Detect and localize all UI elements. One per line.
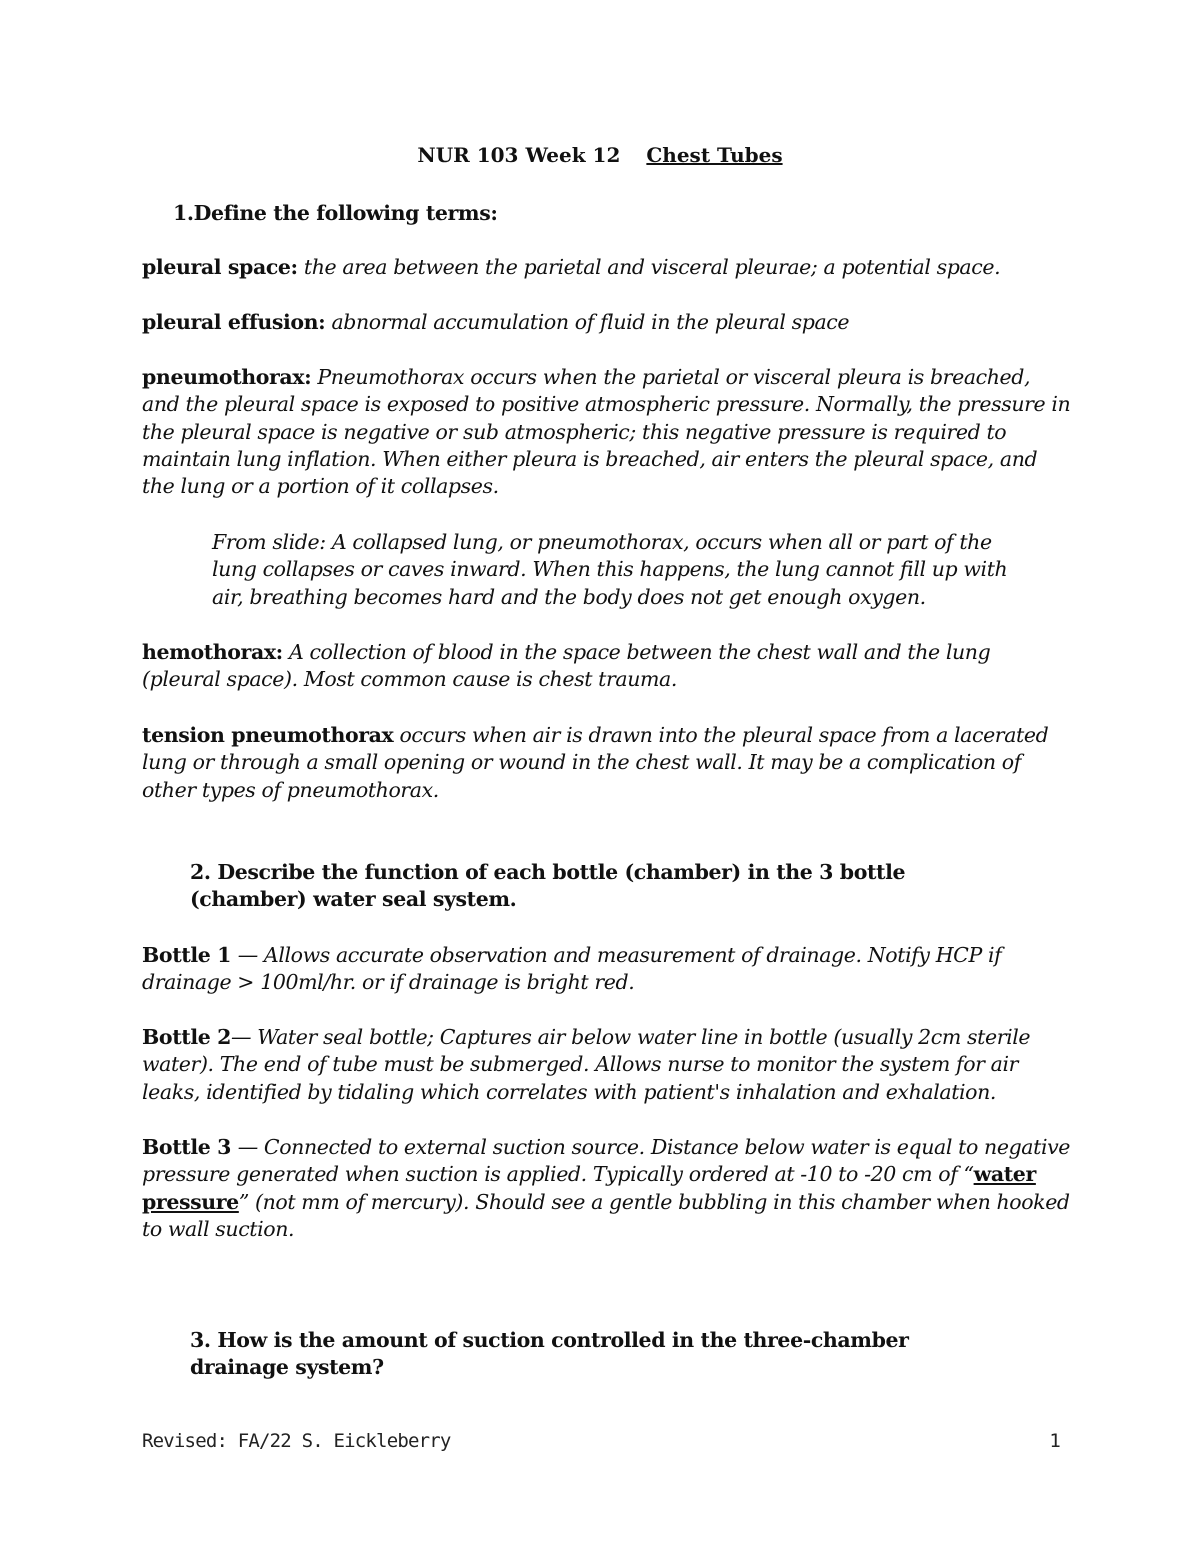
bottle-3: [142, 1134, 1072, 1243]
revision-note: Revised: FA/22 S. Eickleberry: [142, 1430, 451, 1452]
term-definition: the area between the parietal and visceral pleurae; a potential space.: [297, 255, 1001, 279]
bottle-1: [142, 942, 1072, 997]
term-tension-pneumothorax: [142, 722, 1072, 804]
term-definition: Pneumothorax occurs when the parietal or visceral pleura is breached, and the pleural space is exposed to positive atmospheric pressure. Normally, the pressure in the pleural space is negative or sub atmospheric; this negative pressure is required to maintain lung inflation. When either pleura is breached, air enters the pleural space, and the lung or a portion of it collapses.: [142, 365, 1071, 499]
question-2-heading: 2. Describe the function of each bottle (chamber) in the 3 bottle (chamber) water seal system.: [190, 860, 906, 912]
page-title: [0, 143, 1200, 167]
bottle-label: Bottle 3: [142, 1135, 238, 1159]
course-title: NUR 103 Week 12: [417, 143, 621, 167]
bottle-description: — Allows accurate observation and measurement of drainage. Notify HCP if drainage > 100ml/hr. or if drainage is bright red.: [142, 943, 1002, 995]
page-number: 1: [1049, 1430, 1060, 1452]
term-pleural-space: [142, 254, 1072, 281]
bottle-2: [142, 1024, 1072, 1106]
term-label: tension pneumothorax: [142, 723, 394, 747]
question-3-heading: 3. How is the amount of suction controlled in the three-chamber drainage system?: [190, 1328, 909, 1380]
term-hemothorax: [142, 639, 1072, 694]
slide-note: From slide: A collapsed lung, or pneumothorax, occurs when all or part of the lung collapses or caves inward. When this happens, the lung cannot fill up with air, breathing becomes hard and the body does not get enough oxygen.: [212, 530, 1008, 609]
bottle-emphasis: water pressure: [142, 1162, 1036, 1214]
term-label: pneumothorax:: [142, 365, 312, 389]
bottle-description: — Connected to external suction source. Distance below water is equal to negative pressure generated when suction is applied. Typically ordered at -10 to -20 cm of “: [142, 1135, 1071, 1187]
bottle-description-end: ” (not mm of mercury). Should see a gentle bubbling in this chamber when hooked to wall suction.: [142, 1189, 1070, 1241]
term-label: pleural space:: [142, 255, 298, 279]
term-pleural-effusion: [142, 309, 1072, 336]
bottle-label: Bottle 1: [142, 943, 238, 967]
term-label: hemothorax:: [142, 640, 283, 664]
term-definition: occurs when air is drawn into the pleural space from a lacerated lung or through a small opening or wound in the chest wall. It may be a complication of other types of pneumothorax.: [142, 723, 1049, 802]
bottle-label: Bottle 2: [142, 1025, 231, 1049]
topic-title: Chest Tubes: [646, 143, 783, 167]
bottle-description: — Water seal bottle; Captures air below water line in bottle (usually 2cm sterile water). The end of tube must be submerged. Allows nurse to monitor the system for air leaks, identified by tidaling which correlates with patient's inhalation and exhalation.: [142, 1025, 1031, 1104]
page-footer: [142, 1430, 1060, 1452]
term-definition: abnormal accumulation of fluid in the pleural space: [325, 310, 850, 334]
term-pneumothorax: [142, 364, 1072, 500]
term-label: pleural effusion:: [142, 310, 326, 334]
term-definition: A collection of blood in the space between the chest wall and the lung (pleural space). Most common cause is chest trauma.: [142, 640, 991, 692]
question-1-heading: 1.Define the following terms:: [173, 201, 498, 225]
